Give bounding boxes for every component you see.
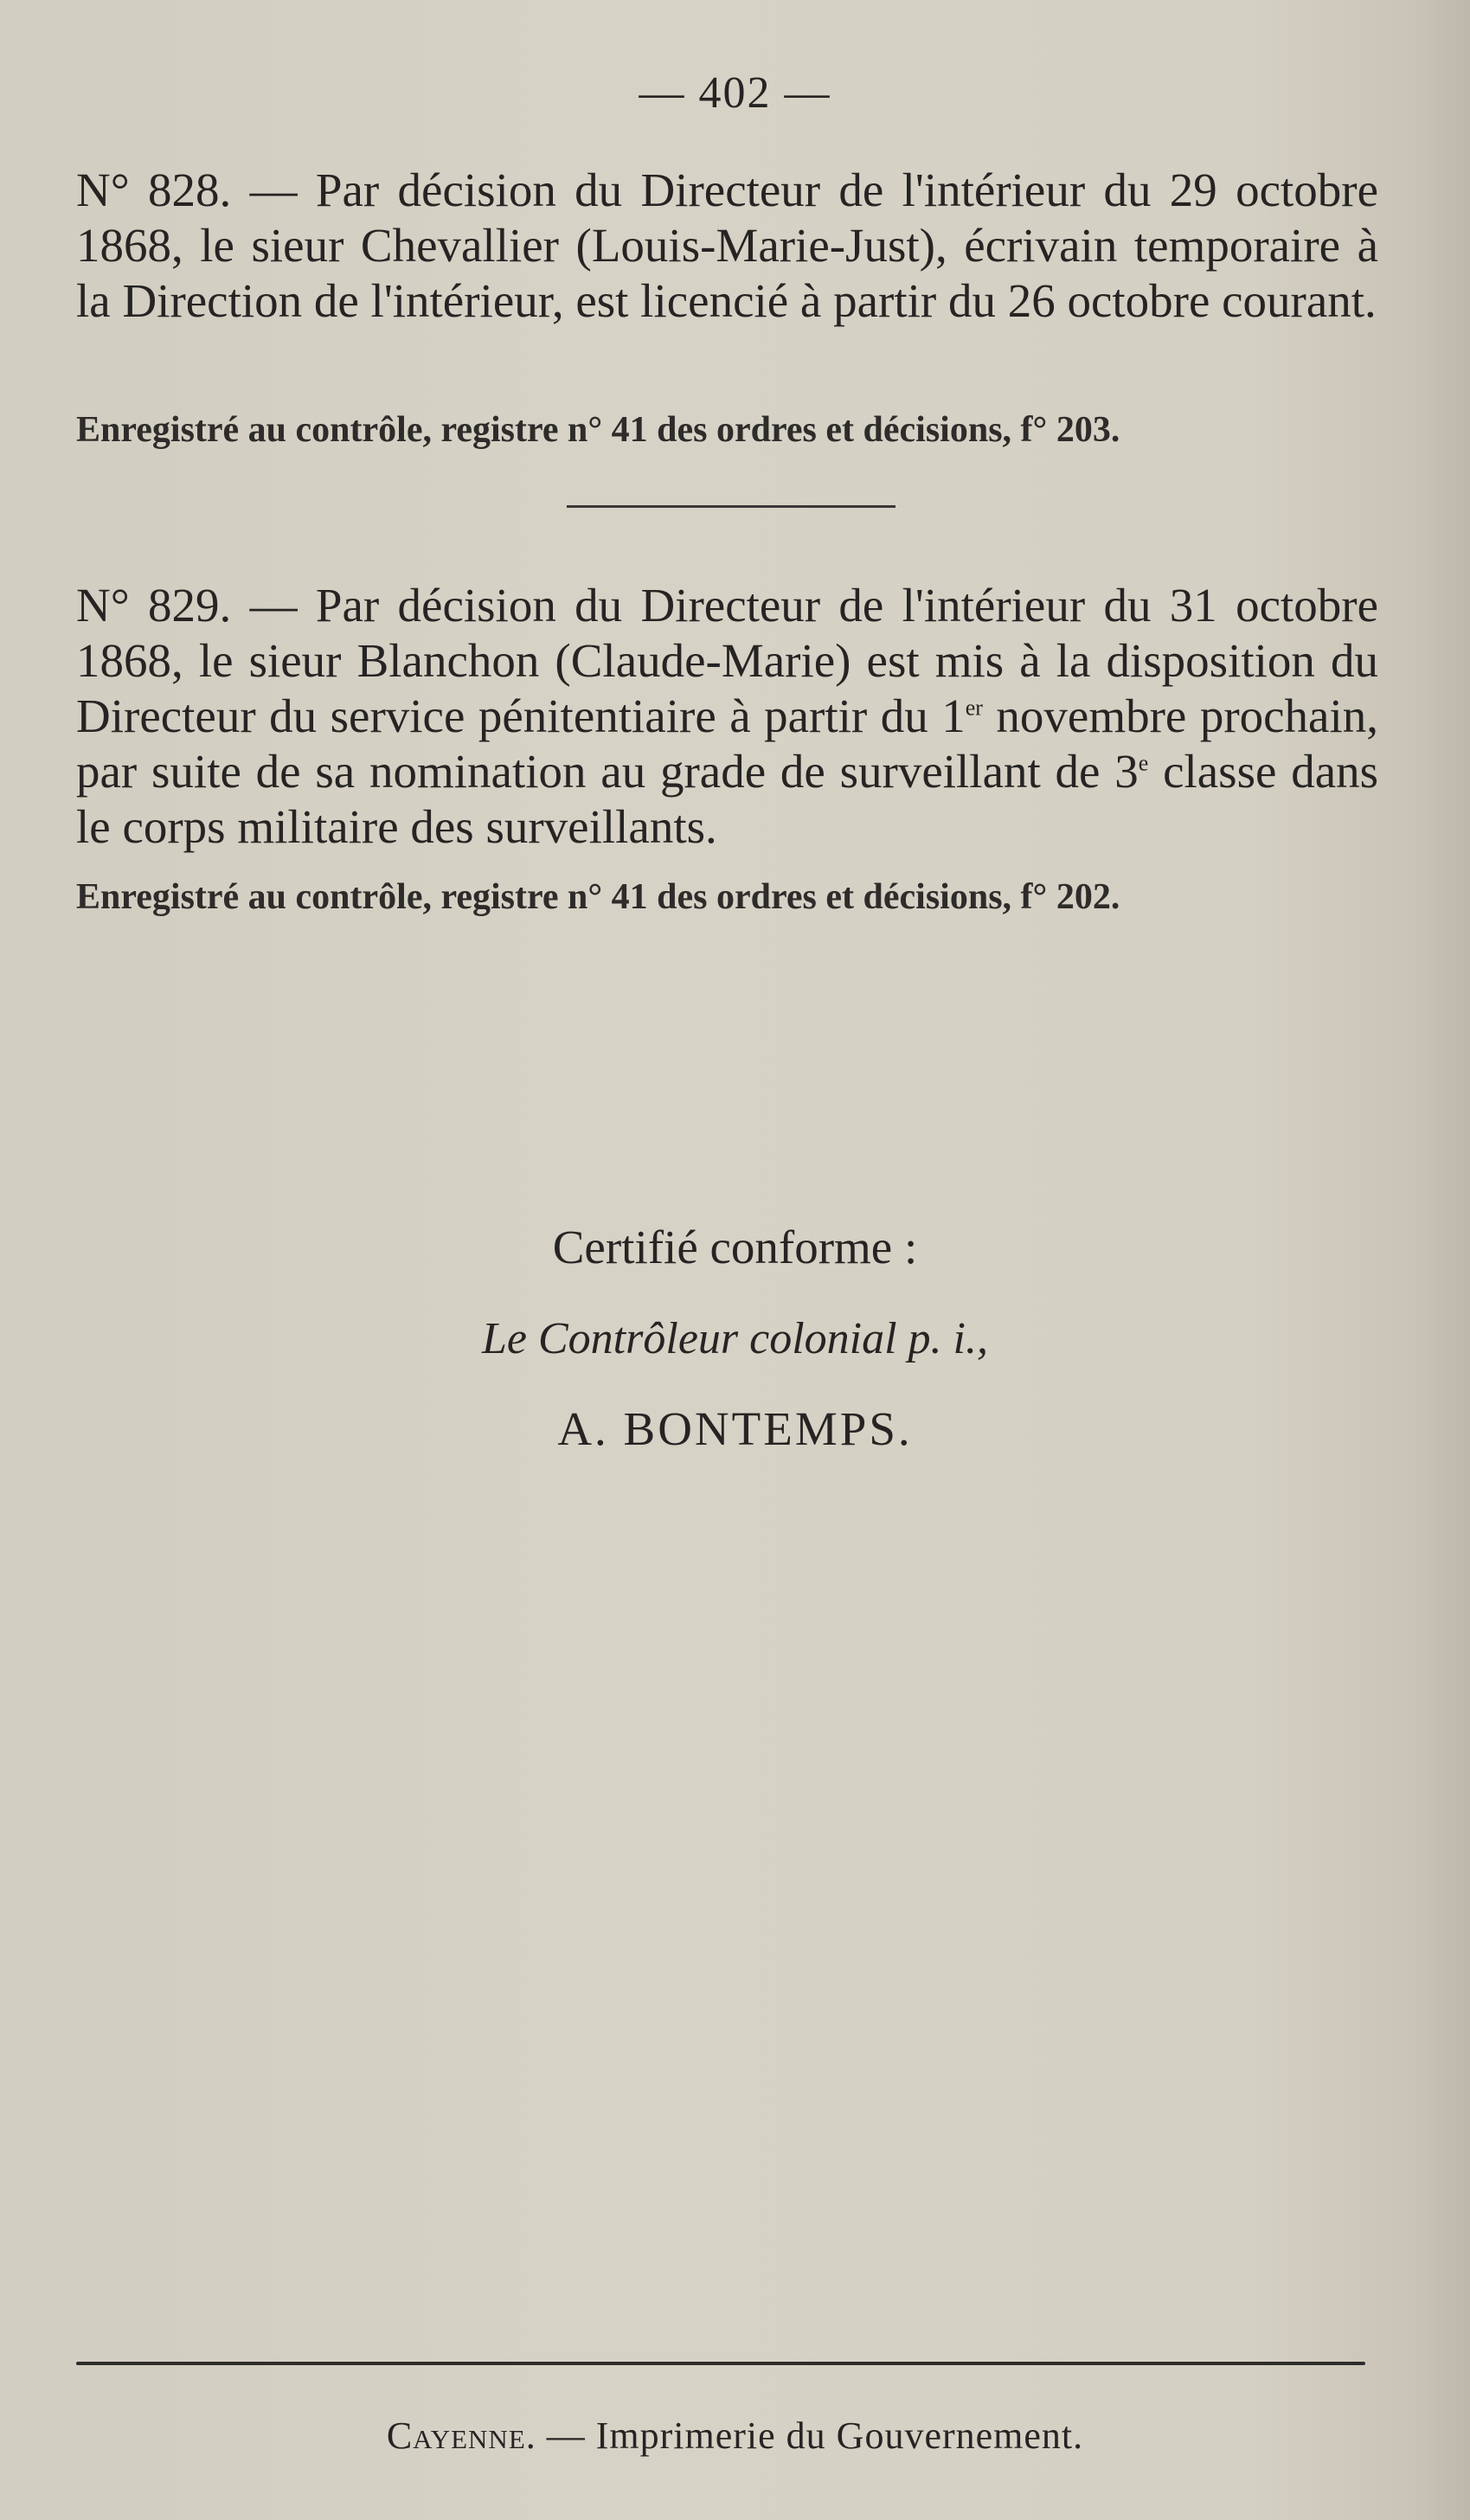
printer-imprint (0, 2414, 1470, 2458)
entry-number: N° 829. (76, 579, 232, 632)
entry-dash: — (231, 164, 316, 216)
entry-text-part2: novembre prochain, par suite de sa nomination au grade de surveillant de 3 (76, 689, 1378, 798)
decision-entry-829 (76, 578, 1378, 855)
registration-note-828: Enregistré au contrôle, registre n° 41 des ordres et décisions, f° 203. (76, 410, 1120, 450)
imprint-separator: — (536, 2414, 596, 2457)
certification-signatory: A. BONTEMPS. (557, 1402, 913, 1455)
certification-title: Le Contrôleur colonial p. i., (482, 1314, 988, 1363)
entry-text-part1: Par décision du Directeur de l'intérieur du 31 octobre 1868, le sieur Blanchon (Claude-Marie) est mis à la disposition du Directeur du service pénitentiaire à partir du 1 (76, 579, 1379, 742)
ordinal-superscript: e (1138, 750, 1149, 776)
ordinal-superscript: er (965, 695, 983, 721)
imprint-printer: Imprimerie du Gouvernement. (595, 2414, 1084, 2457)
footer-rule (76, 2362, 1365, 2365)
entry-text: Par décision du Directeur de l'intérieur du 29 octobre 1868, le sieur Chevallier (Louis-Marie-Just), écrivain temporaire à la Direction de l'intérieur, est licencié à partir du 26 octobre courant. (76, 164, 1379, 327)
registration-note-829: Enregistré au contrôle, registre n° 41 des ordres et décisions, f° 202. (76, 877, 1120, 917)
page-number: — 402 — (639, 68, 831, 118)
section-separator (567, 505, 895, 508)
decision-entry-828 (76, 163, 1378, 329)
entry-text-part3: classe dans le corps militaire des surveillants. (76, 745, 1379, 853)
certification-phrase: Certifié conforme : (552, 1221, 918, 1273)
entry-dash: — (231, 579, 316, 632)
imprint-place: Cayenne. (386, 2414, 536, 2457)
entry-number: N° 828. (76, 164, 232, 216)
